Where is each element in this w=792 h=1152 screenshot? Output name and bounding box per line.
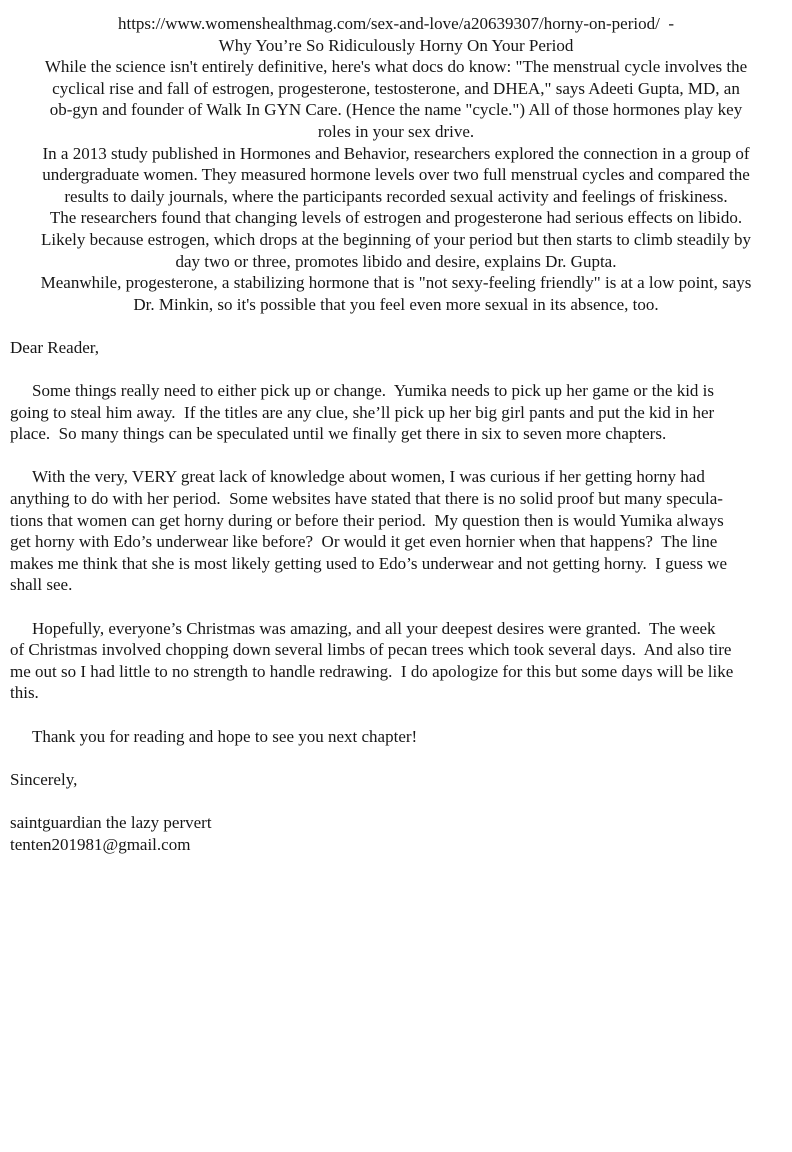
text-line: Thank you for reading and hope to see you next chapter! (32, 726, 418, 746)
article-excerpt (10, 13, 782, 315)
text-line: ob-gyn and founder of Walk In GYN Care. (Hence the name "cycle.") All of those hormones play key (49, 100, 743, 120)
text-line: this. (10, 683, 39, 703)
text-line: With the very, VERY great lack of knowledge about women, I was curious if her getting horny had (32, 467, 705, 487)
text-line: saintguardian the lazy pervert (10, 812, 212, 832)
text-line: Likely because estrogen, which drops at the beginning of your period but then starts to climb steadily by (40, 229, 752, 249)
closing: Sincerely, (10, 769, 78, 789)
text-line: Why You’re So Ridiculously Horny On Your Period (218, 35, 574, 55)
text-line: Some things really need to either pick up or change. Yumika needs to pick up her game or the kid is (32, 381, 715, 401)
text-line: cyclical rise and fall of estrogen, progesterone, testosterone, and DHEA," says Adeeti Gupta, MD, an (52, 78, 740, 98)
letter-paragraph-4 (10, 726, 782, 748)
text-line: Hopefully, everyone’s Christmas was amazing, and all your deepest desires were granted. The week (32, 618, 716, 638)
text-line: of Christmas involved chopping down several limbs of pecan trees which took several days. And also tire (10, 640, 732, 660)
salutation: Dear Reader, (10, 337, 99, 357)
text-line: anything to do with her period. Some websites have stated that there is no solid proof but many specula- (10, 489, 723, 509)
text-line: While the science isn't entirely definitive, here's what docs do know: "The menstrual cycle involves the (44, 57, 748, 77)
signature (10, 812, 782, 855)
text-line: https://www.womenshealthmag.com/sex-and-love/a20639307/horny-on-period/ - (117, 14, 674, 33)
text-line: day two or three, promotes libido and desire, explains Dr. Gupta. (175, 251, 617, 271)
text-line: In a 2013 study published in Hormones and Behavior, researchers explored the connection in a group of (42, 143, 750, 163)
letter-paragraph-1 (10, 380, 782, 445)
letter-paragraph-2 (10, 466, 782, 596)
text-line: shall see. (10, 575, 73, 595)
text-line: makes me think that she is most likely getting used to Edo’s underwear and not getting horny. I guess we (10, 553, 728, 573)
text-line: get horny with Edo’s underwear like before? Or would it get even hornier when that happens? The line (10, 532, 718, 552)
text-line: undergraduate women. They measured hormone levels over two full menstrual cycles and compared the (42, 165, 750, 185)
text-line: tions that women can get horny during or before their period. My question then is would Yumika always (10, 510, 724, 530)
text-line: Dr. Minkin, so it's possible that you feel even more sexual in its absence, too. (133, 294, 659, 314)
text-line: place. So many things can be speculated until we finally get there in six to seven more chapters. (10, 424, 667, 444)
text-line: tenten201981@gmail.com (10, 834, 191, 854)
text-line: roles in your sex drive. (317, 121, 475, 141)
text-line: The researchers found that changing levels of estrogen and progesterone had serious effects on libido. (49, 208, 743, 228)
text-line: me out so I had little to no strength to handle redrawing. I do apologize for this but some days will be like (10, 661, 734, 681)
text-line: results to daily journals, where the participants recorded sexual activity and feelings of friskiness. (64, 186, 728, 206)
text-line: going to steal him away. If the titles are any clue, she’ll pick up her big girl pants and put the kid in her (10, 402, 715, 422)
letter-paragraph-3 (10, 618, 782, 704)
text-line: Meanwhile, progesterone, a stabilizing hormone that is "not sexy-feeling friendly" is at a low point, says (40, 273, 752, 293)
